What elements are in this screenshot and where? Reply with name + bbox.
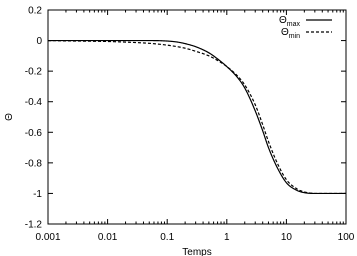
series-line-max [48, 41, 346, 194]
x-tick-label: 1 [224, 232, 230, 243]
legend-label-max: $\Theta_{max}$ [278, 15, 300, 28]
legend [279, 15, 332, 40]
legend-label-min: $\Theta_{min}$ [280, 27, 300, 40]
y-tick-label: -0.6 [24, 127, 42, 139]
x-tick-label: 0.01 [97, 232, 118, 243]
x-tick-label: 100 [337, 232, 355, 243]
y-tick-label: -0.8 [24, 158, 42, 170]
x-tick-label: 0.001 [35, 232, 61, 243]
y-axis-title: Θ [4, 113, 15, 121]
y-tick-label: -1 [33, 188, 42, 200]
y-tick-label: 0 [36, 36, 42, 48]
y-tick-label: 0.2 [28, 5, 42, 17]
series-line-min [48, 41, 346, 194]
series-lines [48, 41, 346, 194]
x-tick-label: 10 [280, 232, 292, 243]
y-tick-label: -0.4 [24, 97, 42, 109]
x-tick-label: 0.1 [160, 232, 175, 243]
x-axis-ticks [35, 10, 354, 243]
y-tick-label: -0.2 [24, 66, 42, 78]
y-tick-label: -1.2 [24, 219, 42, 231]
x-axis-title: Temps [182, 247, 212, 256]
